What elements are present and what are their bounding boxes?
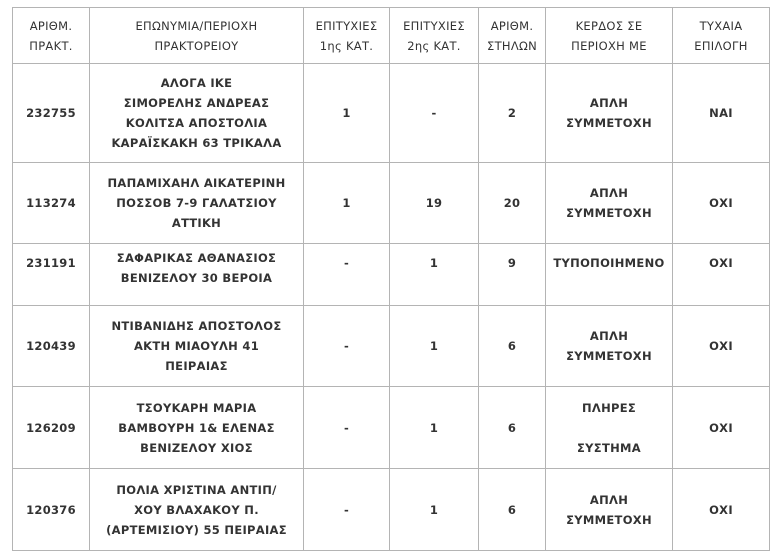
prize-type-cell: ΑΠΛΗ ΣΥΜΜΕΤΟΧΗ — [546, 306, 673, 387]
agency-number-cell: 232755 — [13, 64, 90, 163]
random-pick-cell: ΟΧΙ — [673, 244, 770, 306]
winning-agencies-table — [12, 7, 770, 551]
prize-type-cell: ΠΛΗΡΕΣ ΣΥΣΤΗΜΑ — [546, 387, 673, 469]
table-row — [13, 387, 770, 469]
table-row — [13, 64, 770, 163]
agency-number-cell: 113274 — [13, 163, 90, 244]
prize-type-cell: ΑΠΛΗ ΣΥΜΜΕΤΟΧΗ — [546, 469, 673, 551]
first-category-cell: - — [304, 387, 390, 469]
columns-count-cell: 6 — [479, 469, 546, 551]
random-pick-cell: ΝΑΙ — [673, 64, 770, 163]
header-first-category: ΕΠΙΤΥΧΙΕΣ 1ης ΚΑΤ. — [304, 8, 390, 64]
header-second-category: ΕΠΙΤΥΧΙΕΣ 2ης ΚΑΤ. — [390, 8, 479, 64]
columns-count-cell: 9 — [479, 244, 546, 306]
agency-number-cell: 126209 — [13, 387, 90, 469]
first-category-cell: 1 — [304, 163, 390, 244]
columns-count-cell: 2 — [479, 64, 546, 163]
first-category-cell: - — [304, 244, 390, 306]
agency-name-cell: ΤΣΟΥΚΑΡΗ ΜΑΡΙΑ ΒΑΜΒΟΥΡΗ 1& ΕΛΕΝΑΣ ΒΕΝΙΖΕΛΟΥ ΧΙΟΣ — [90, 387, 304, 469]
agency-number-cell: 231191 — [13, 244, 90, 306]
header-columns-count: ΑΡΙΘΜ. ΣΤΗΛΩΝ — [479, 8, 546, 64]
second-category-cell: 1 — [390, 306, 479, 387]
second-category-cell: 1 — [390, 469, 479, 551]
header-random-pick: ΤΥΧΑΙΑ ΕΠΙΛΟΓΗ — [673, 8, 770, 64]
second-category-cell: 1 — [390, 244, 479, 306]
first-category-cell: - — [304, 306, 390, 387]
table-row — [13, 244, 770, 306]
columns-count-cell: 6 — [479, 387, 546, 469]
agency-number-cell: 120439 — [13, 306, 90, 387]
random-pick-cell: ΟΧΙ — [673, 163, 770, 244]
agency-name-cell: ΝΤΙΒΑΝΙΔΗΣ ΑΠΟΣΤΟΛΟΣ ΑΚΤΗ ΜΙΑΟΥΛΗ 41 ΠΕΙΡΑΙΑΣ — [90, 306, 304, 387]
columns-count-cell: 20 — [479, 163, 546, 244]
first-category-cell: 1 — [304, 64, 390, 163]
random-pick-cell: ΟΧΙ — [673, 306, 770, 387]
header-agency-name: ΕΠΩΝΥΜΙΑ/ΠΕΡΙΟΧΗ ΠΡΑΚΤΟΡΕΙΟΥ — [90, 8, 304, 64]
random-pick-cell: ΟΧΙ — [673, 469, 770, 551]
header-row — [13, 8, 770, 64]
second-category-cell: 19 — [390, 163, 479, 244]
table-row — [13, 163, 770, 244]
first-category-cell: - — [304, 469, 390, 551]
prize-type-cell: ΑΠΛΗ ΣΥΜΜΕΤΟΧΗ — [546, 163, 673, 244]
prize-type-cell: ΑΠΛΗ ΣΥΜΜΕΤΟΧΗ — [546, 64, 673, 163]
results-table-wrapper — [12, 7, 770, 551]
agency-number-cell: 120376 — [13, 469, 90, 551]
agency-name-cell: ΠΑΠΑΜΙΧΑΗΛ ΑΙΚΑΤΕΡΙΝΗ ΠΟΣΣΟΒ 7-9 ΓΑΛΑΤΣΙΟΥ ΑΤΤΙΚΗ — [90, 163, 304, 244]
second-category-cell: 1 — [390, 387, 479, 469]
agency-name-cell: ΣΑΦΑΡΙΚΑΣ ΑΘΑΝΑΣΙΟΣ ΒΕΝΙΖΕΛΟΥ 30 ΒΕΡΟΙΑ — [90, 244, 304, 306]
agency-name-cell: ΠΟΛΙΑ ΧΡΙΣΤΙΝΑ ΑΝΤΙΠ/ ΧΟΥ ΒΛΑΧΑΚΟΥ Π. (ΑΡΤΕΜΙΣΙΟΥ) 55 ΠΕΙΡΑΙΑΣ — [90, 469, 304, 551]
table-row — [13, 469, 770, 551]
agency-name-cell: ΑΛΟΓΑ ΙΚΕ ΣΙΜΟΡΕΛΗΣ ΑΝΔΡΕΑΣ ΚΟΛΙΤΣΑ ΑΠΟΣΤΟΛΙΑ ΚΑΡΑΪΣΚΑΚΗ 63 ΤΡΙΚΑΛΑ — [90, 64, 304, 163]
header-agency-number: ΑΡΙΘΜ. ΠΡΑΚΤ. — [13, 8, 90, 64]
columns-count-cell: 6 — [479, 306, 546, 387]
prize-type-cell: ΤΥΠΟΠΟΙΗΜΕΝΟ — [546, 244, 673, 306]
table-row — [13, 306, 770, 387]
second-category-cell: - — [390, 64, 479, 163]
header-prize-type: ΚΕΡΔΟΣ ΣΕ ΠΕΡΙΟΧΗ ΜΕ — [546, 8, 673, 64]
random-pick-cell: ΟΧΙ — [673, 387, 770, 469]
